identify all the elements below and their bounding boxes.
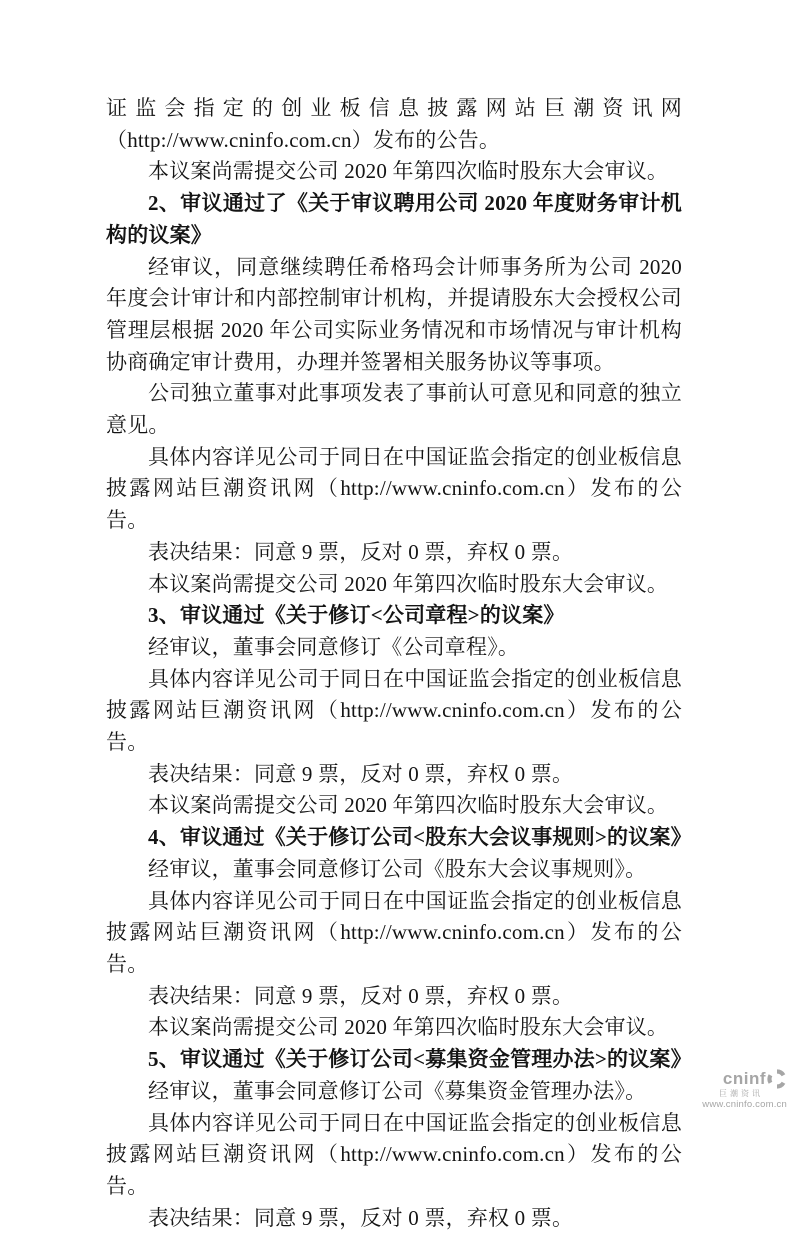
vote-result: 表决结果：同意 9 票，反对 0 票，弃权 0 票。	[148, 761, 574, 786]
paragraph: 本议案尚需提交公司 2020 年第四次临时股东大会审议。	[148, 159, 669, 184]
cninfo-logo-row	[667, 1069, 787, 1089]
paragraph: 具体内容详见公司于同日在中国证监会指定的创业板信息披露网站巨潮资讯网（http://www.cninfo.com.cn）发布的公告。	[106, 888, 682, 976]
cninfo-url: www.cninfo.com.cn	[702, 1098, 787, 1110]
vote-result: 表决结果：同意 9 票，反对 0 票，弃权 0 票。	[148, 539, 574, 564]
paragraph: 具体内容详见公司于同日在中国证监会指定的创业板信息披露网站巨潮资讯网（http://www.cninfo.com.cn）发布的公告。	[106, 1110, 682, 1198]
paragraph: 本议案尚需提交公司 2020 年第四次临时股东大会审议。	[148, 571, 669, 596]
paragraph: 本议案尚需提交公司 2020 年第四次临时股东大会审议。	[148, 1015, 669, 1040]
paragraph-continuation: 证监会指定的创业板信息披露网站巨潮资讯网（http://www.cninfo.com.cn）发布的公告。	[106, 96, 682, 152]
cninfo-swirl-icon	[767, 1069, 787, 1089]
cninfo-brand-text: cninf	[722, 1069, 766, 1089]
vote-result: 表决结果：同意 9 票，反对 0 票，弃权 0 票。	[148, 1205, 574, 1230]
resolution-heading-5: 5、审议通过《关于修订公司<募集资金管理办法>的议案》	[148, 1047, 692, 1072]
paragraph: 经审议，同意继续聘任希格玛会计师事务所为公司 2020 年度会计审计和内部控制审计机构，并提请股东大会授权公司管理层根据 2020 年公司实际业务情况和市场情况与审计机构协商确定审计费用，办理并签署相关服务协议等事项。	[106, 254, 682, 374]
paragraph: 具体内容详见公司于同日在中国证监会指定的创业板信息披露网站巨潮资讯网（http://www.cninfo.com.cn）发布的公告。	[106, 444, 682, 533]
paragraph: 本议案尚需提交公司 2020 年第四次临时股东大会审议。	[148, 793, 669, 818]
resolution-heading-4: 4、审议通过《关于修订公司<股东大会议事规则>的议案》	[148, 825, 692, 850]
cninfo-brand-chinese: 巨潮资讯	[719, 1088, 763, 1098]
paragraph: 经审议，董事会同意修订公司《股东大会议事规则》。	[148, 856, 647, 881]
paragraph: 经审议，董事会同意修订公司《募集资金管理办法》。	[148, 1078, 647, 1103]
vote-result: 表决结果：同意 9 票，反对 0 票，弃权 0 票。	[148, 983, 574, 1008]
paragraph: 经审议，董事会同意修订《公司章程》。	[148, 634, 520, 659]
paragraph: 公司独立董事对此事项发表了事前认可意见和同意的独立意见。	[106, 381, 682, 438]
resolution-heading-3: 3、审议通过《关于修订<公司章程>的议案》	[148, 603, 565, 628]
document-body	[106, 93, 692, 1234]
resolution-heading-2: 2、审议通过了《关于审议聘用公司 2020 年度财务审计机构的议案》	[106, 191, 682, 247]
paragraph: 具体内容详见公司于同日在中国证监会指定的创业板信息披露网站巨潮资讯网（http://www.cninfo.com.cn）发布的公告。	[106, 666, 682, 755]
cninfo-logo	[667, 1069, 787, 1110]
